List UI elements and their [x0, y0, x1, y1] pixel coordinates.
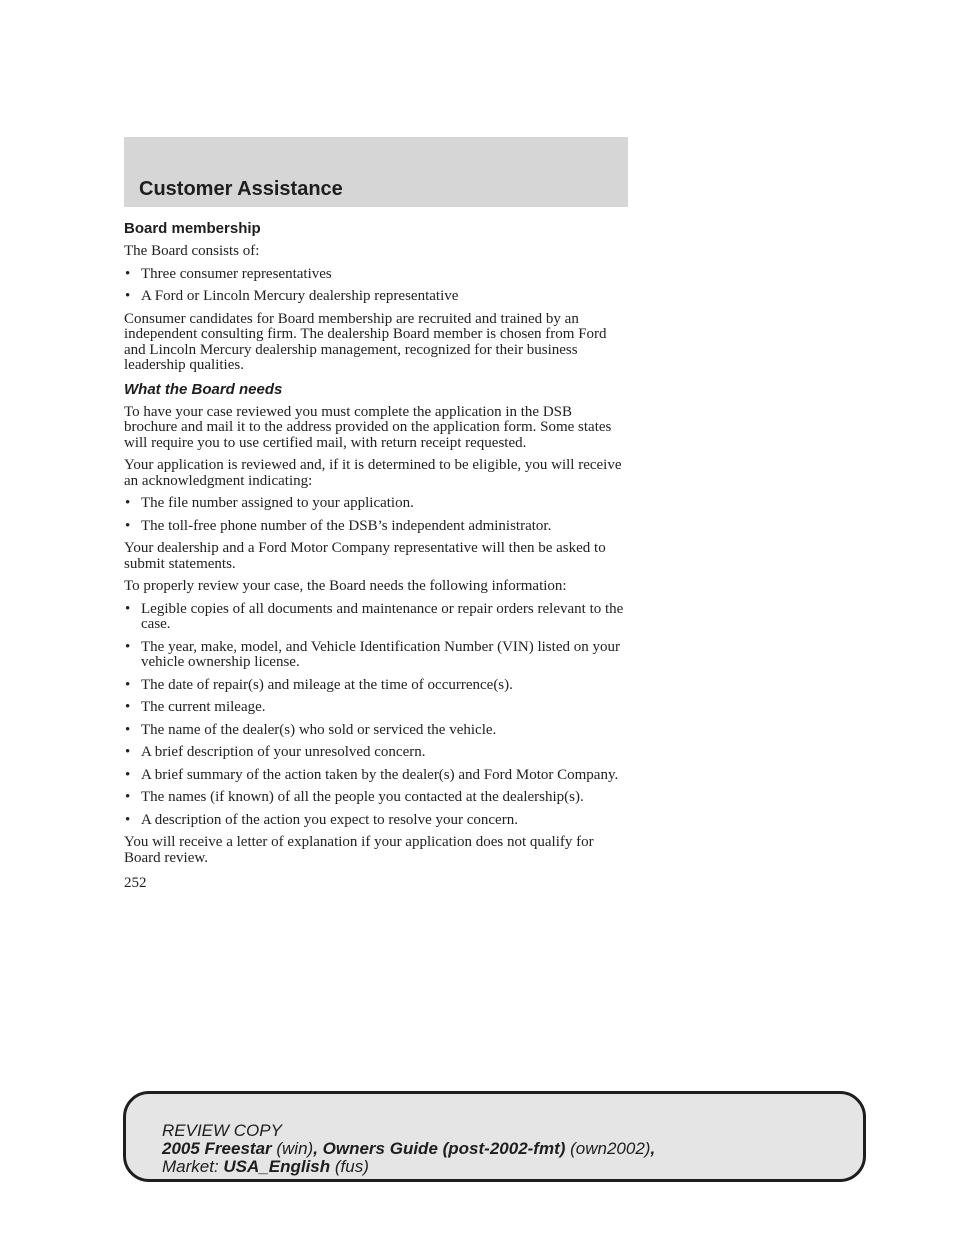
- bullet-icon: •: [125, 265, 131, 282]
- list-item: • A Ford or Lincoln Mercury dealership representative: [125, 288, 459, 304]
- footer-market-code: (fus): [330, 1157, 369, 1176]
- list-item: • Three consumer representatives: [125, 265, 332, 282]
- footer-model-code: (win): [271, 1139, 314, 1158]
- footer-market-line: [162, 1158, 655, 1176]
- list-item: • Legible copies of all documents and maintenance or repair orders relevant to the case.: [125, 600, 624, 632]
- section-header-band: [124, 137, 628, 207]
- footer-comma: ,: [650, 1139, 656, 1158]
- board-paragraph: Consumer candidates for Board membership are recruited and trained by an independent consulting firm. The dealership Board member is chosen from Ford and Lincoln Mercury dealership management, recognized for their business leadership qualities.: [124, 310, 607, 373]
- list-item: • A brief summary of the action taken by the dealer(s) and Ford Motor Company.: [125, 766, 619, 783]
- list-item: • The name of the dealer(s) who sold or serviced the vehicle.: [125, 721, 497, 738]
- needs-paragraph-2: Your application is reviewed and, if it is determined to be eligible, you will receive an acknowledgment indicating:: [124, 457, 622, 489]
- list-item: • A brief description of your unresolved concern.: [125, 744, 426, 760]
- bullet-icon: •: [125, 699, 131, 715]
- board-intro: The Board consists of:: [124, 243, 260, 259]
- list-item: • The year, make, model, and Vehicle Identification Number (VIN) listed on your vehicle ownership license.: [125, 638, 620, 670]
- needs-paragraph-4: To properly review your case, the Board needs the following information:: [124, 578, 567, 594]
- bullet-icon: •: [125, 495, 131, 511]
- list-item: • The toll-free phone number of the DSB’s independent administrator.: [125, 517, 552, 534]
- board-members-list: [124, 267, 628, 305]
- review-copy-footer: [123, 1091, 866, 1182]
- board-needs-heading: What the Board needs: [124, 380, 283, 398]
- footer-text: [162, 1122, 655, 1176]
- footer-guide: , Owners Guide (post-2002-fmt): [313, 1139, 566, 1158]
- list-item: • The date of repair(s) and mileage at the time of occurrence(s).: [125, 676, 513, 693]
- footer-guide-code: (own2002): [565, 1139, 651, 1158]
- bullet-icon: •: [125, 638, 131, 655]
- bullet-icon: •: [125, 288, 131, 304]
- needs-paragraph-3: Your dealership and a Ford Motor Company representative will then be asked to submit statements.: [124, 540, 606, 572]
- list-item: • The file number assigned to your application.: [125, 495, 414, 511]
- footer-model: 2005 Freestar: [162, 1139, 272, 1158]
- list-item: • The names (if known) of all the people you contacted at the dealership(s).: [125, 789, 584, 805]
- bullet-icon: •: [125, 517, 131, 534]
- review-copy-label: REVIEW COPY: [162, 1121, 282, 1140]
- acknowledgment-list: [124, 496, 628, 534]
- bullet-icon: •: [125, 789, 131, 805]
- information-list: [124, 602, 628, 829]
- list-item: • The current mileage.: [125, 699, 266, 715]
- board-membership-heading: Board membership: [124, 220, 261, 237]
- footer-market: USA_English: [223, 1157, 331, 1176]
- needs-paragraph-5: You will receive a letter of explanation if your application does not qualify for Board review.: [124, 834, 594, 866]
- bullet-icon: •: [125, 744, 131, 760]
- page-title: Customer Assistance: [139, 178, 343, 200]
- bullet-icon: •: [125, 811, 131, 828]
- footer-market-label: Market:: [162, 1157, 224, 1176]
- bullet-icon: •: [125, 721, 131, 738]
- footer-guide-line: [162, 1140, 655, 1158]
- needs-paragraph-1: To have your case reviewed you must complete the application in the DSB brochure and mail it to the address provided on the application form. Some states will require you to use certified mail, with return receipt requested.: [124, 403, 612, 451]
- list-item: • A description of the action you expect to resolve your concern.: [125, 811, 518, 828]
- bullet-icon: •: [125, 600, 131, 617]
- main-content: [124, 221, 628, 892]
- bullet-icon: •: [125, 676, 131, 693]
- page-number: 252: [124, 875, 147, 891]
- bullet-icon: •: [125, 766, 131, 783]
